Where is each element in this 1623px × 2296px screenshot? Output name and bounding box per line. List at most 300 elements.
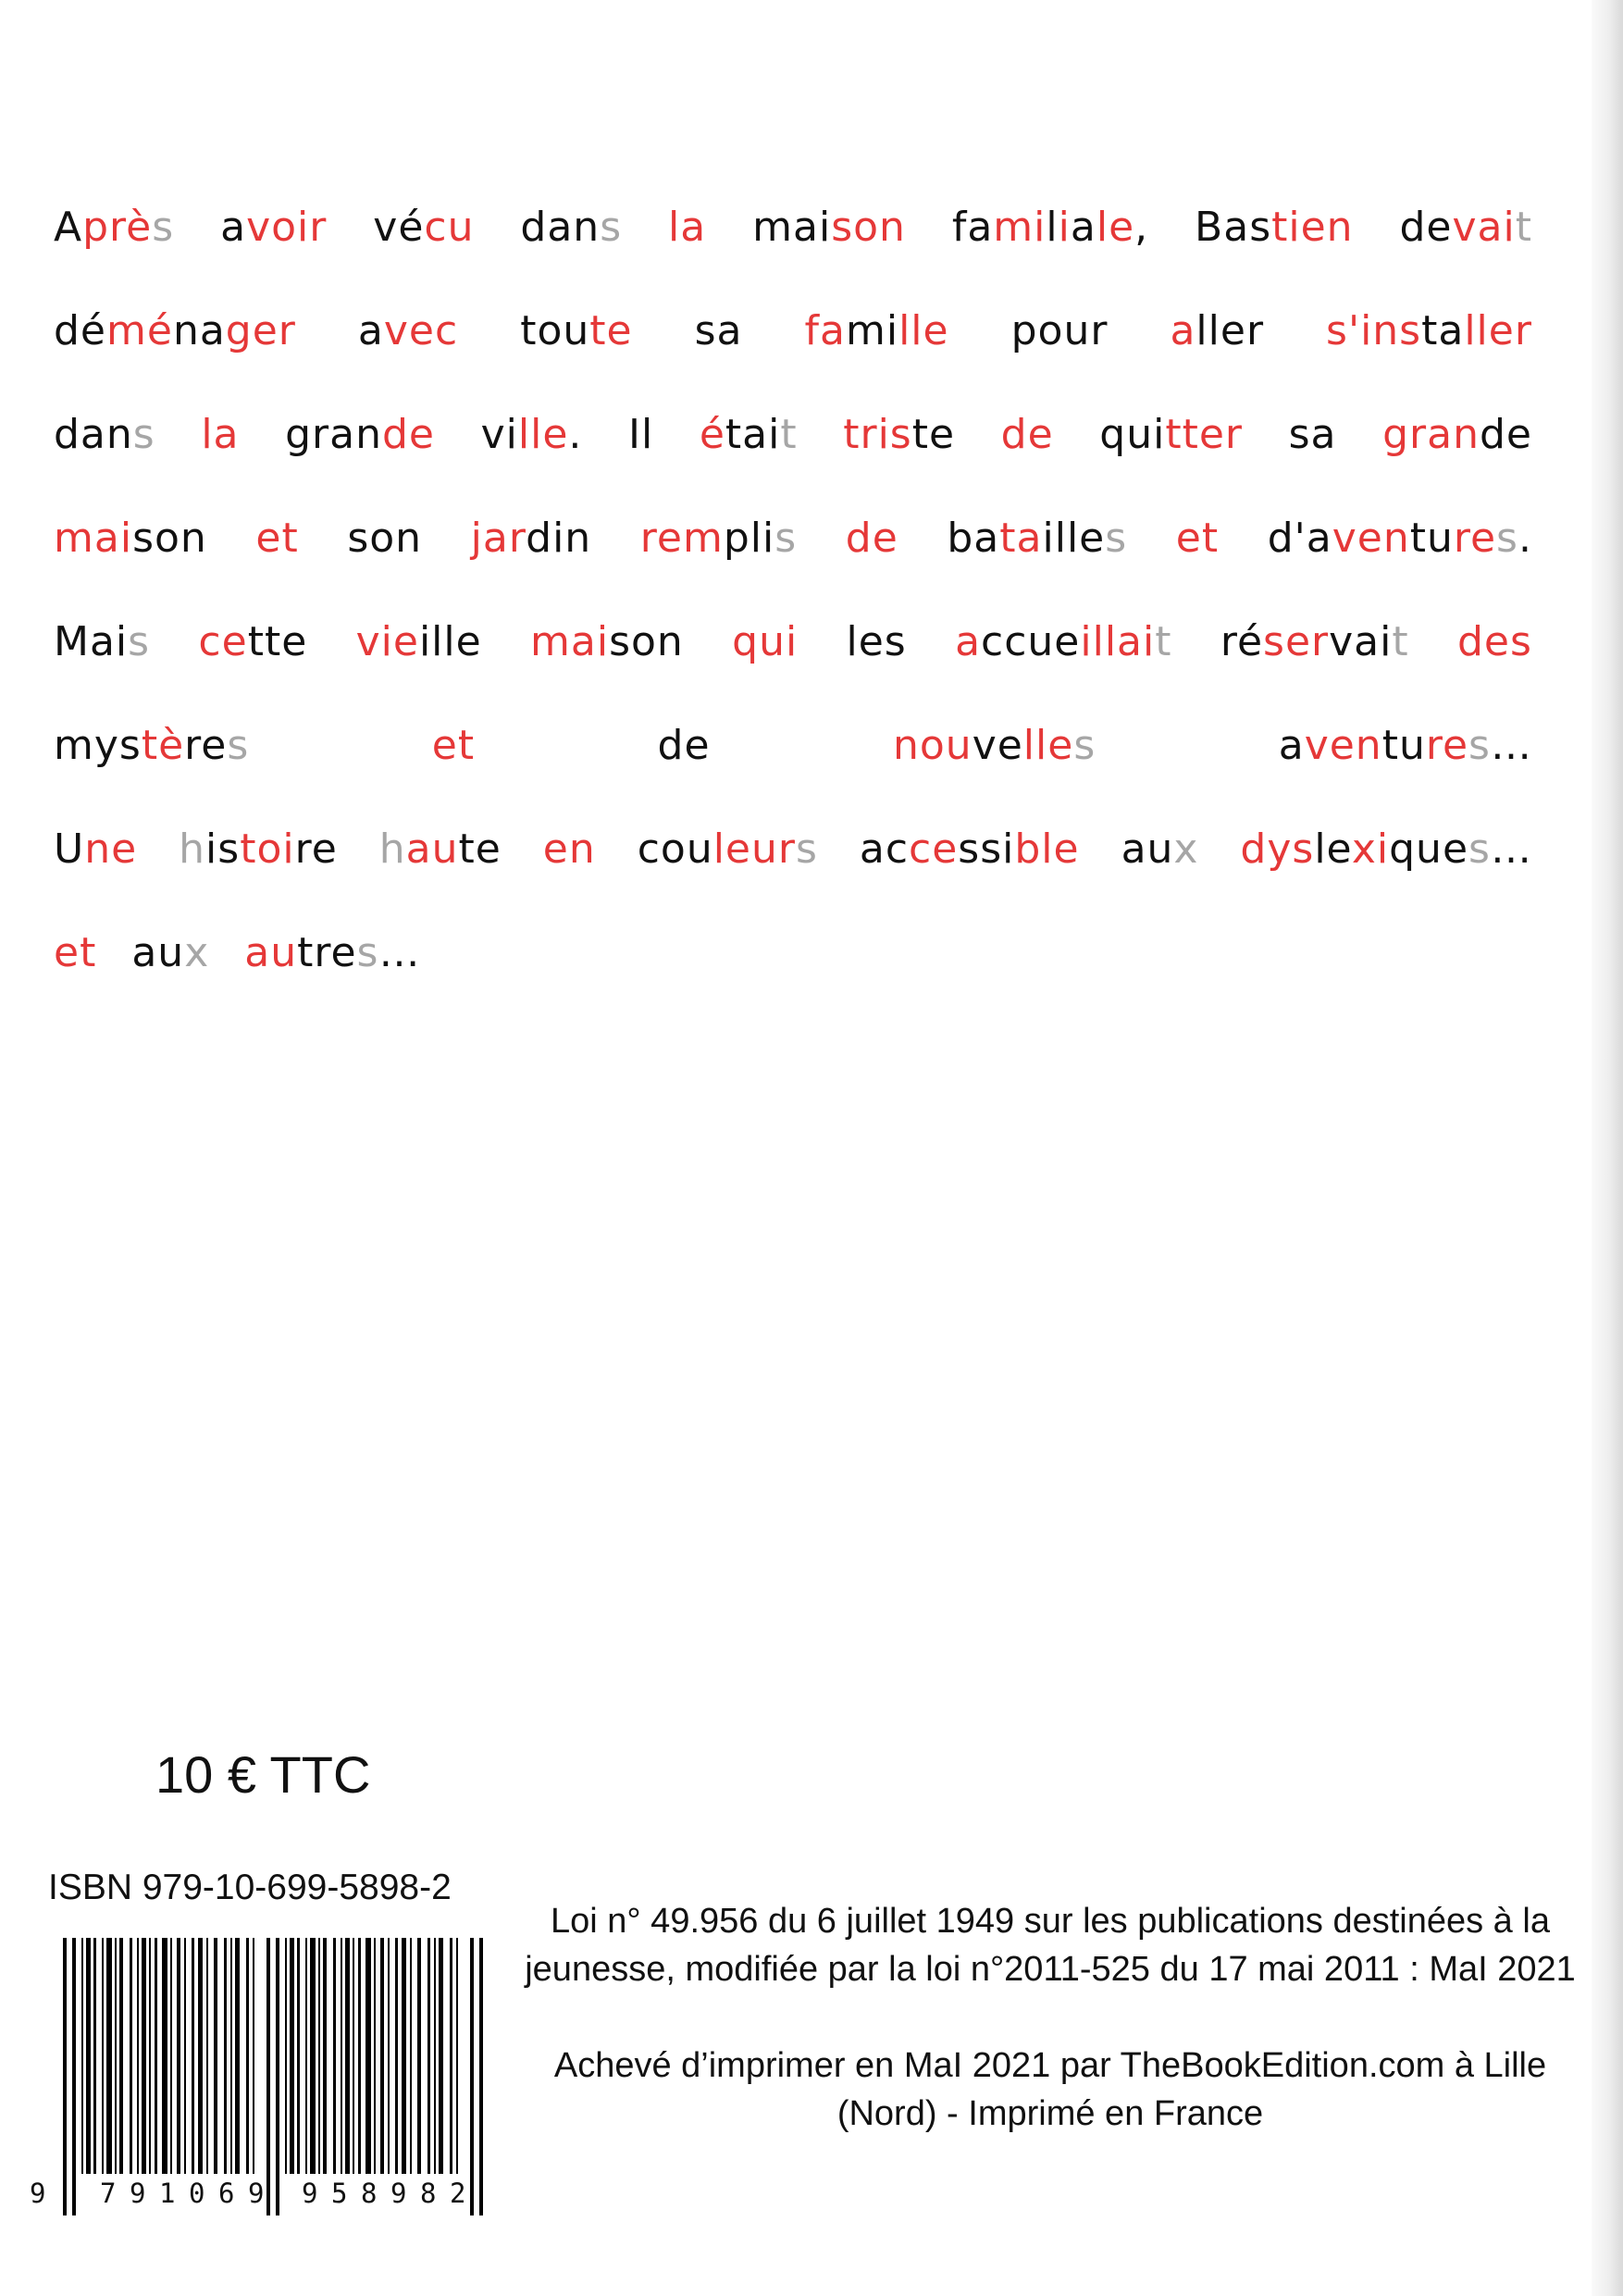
barcode-digit: 9 [130, 2178, 146, 2209]
blurb-word [1011, 279, 1109, 383]
blurb-word [520, 176, 622, 279]
syllable: a [1278, 722, 1305, 769]
syllable: fa [951, 204, 994, 251]
blurb-word [1220, 590, 1409, 694]
syllable: la [201, 411, 240, 458]
blurb-word [54, 590, 150, 694]
blurb-word [947, 487, 1127, 590]
blurb-word [805, 279, 949, 383]
syllable: tai [725, 411, 781, 458]
syllable: son [347, 515, 423, 562]
syllable: … [1490, 825, 1532, 873]
barcode-bar [285, 1938, 287, 2174]
barcode-bar [224, 1938, 227, 2174]
barcode-bar [341, 1938, 342, 2174]
barcode-digit: 9 [390, 2178, 407, 2209]
blurb-word [893, 694, 1096, 798]
syllable: dé [54, 307, 106, 354]
blurb-word [481, 383, 583, 487]
syllable: d'a [1267, 515, 1332, 562]
syllable: au [131, 929, 185, 976]
barcode-bar [119, 1938, 123, 2174]
syllable: au [244, 929, 298, 976]
syllable: et [255, 515, 299, 562]
blurb-word [520, 279, 632, 383]
blurb-word [471, 487, 592, 590]
barcode-bar [184, 1938, 186, 2174]
blurb-line [54, 279, 1532, 383]
syllable: vai [1329, 618, 1393, 665]
syllable: et [1175, 515, 1220, 562]
barcode-bar [198, 1938, 203, 2174]
syllable: de [845, 515, 898, 562]
syllable: son [609, 618, 684, 665]
page-right-gutter [1592, 0, 1623, 2296]
syllable: r [309, 204, 328, 251]
barcode-digit: 8 [420, 2178, 437, 2209]
barcode-bar [470, 1938, 474, 2215]
law-reference-text: Loi n° 49.956 du 6 juillet 1949 sur les publications destinées à la jeunesse, modifiée par la loi n°2011-525 du 17 mai 2011 : MaI 2021 [525, 1902, 1576, 1989]
syllable: h [378, 825, 406, 873]
blurb-word [54, 487, 207, 590]
syllable: gran [1382, 411, 1480, 458]
syllable: lle [1022, 722, 1074, 769]
syllable: mé [106, 307, 173, 354]
syllable: s [227, 722, 250, 769]
blurb-word [952, 176, 1148, 279]
barcode-digit: 6 [218, 2178, 235, 2209]
barcode-bar [177, 1938, 180, 2174]
barcode-bar [358, 1938, 361, 2174]
blurb-word [843, 383, 955, 487]
blurb-word [201, 383, 239, 487]
syllable: pour [1010, 307, 1109, 354]
syllable: ssi [958, 825, 1015, 873]
syllable: mys [54, 722, 142, 769]
barcode-bar [155, 1938, 157, 2174]
barcode-bar [115, 1938, 117, 2174]
blurb-word [846, 487, 898, 590]
syllable: en [542, 825, 596, 873]
blurb-word [1289, 383, 1337, 487]
barcode-bar [427, 1938, 430, 2174]
syllable: tè [141, 722, 185, 769]
syllable: e [1109, 204, 1135, 251]
syllable: l [1046, 204, 1059, 251]
blurb-line [54, 590, 1532, 694]
syllable: fa [804, 307, 846, 354]
blurb-line [54, 383, 1532, 487]
blurb-word [373, 176, 474, 279]
syllable: vie [355, 618, 419, 665]
syllable: ller [1196, 307, 1265, 354]
barcode-bar [63, 1938, 67, 2215]
blurb-word [54, 694, 249, 798]
barcode-bar [380, 1938, 384, 2174]
syllable: s [1496, 515, 1518, 562]
barcode-bar [456, 1938, 458, 2174]
syllable: qui [1099, 411, 1166, 458]
blurb-word [54, 798, 137, 901]
syllable: ble [1014, 825, 1080, 873]
barcode-bar [253, 1938, 254, 2174]
barcode-digit: 5 [331, 2178, 348, 2209]
blurb-word [752, 176, 906, 279]
syllable: s [1468, 722, 1491, 769]
syllable: tu [1409, 515, 1454, 562]
blurb-word [1279, 694, 1532, 798]
barcode-bar [439, 1938, 443, 2174]
syllable: sa [694, 307, 743, 354]
syllable: Il [628, 411, 654, 458]
syllable: mai [530, 618, 610, 665]
syllable: oi [271, 204, 310, 251]
blurb-word [1399, 176, 1532, 279]
barcode-digit: 8 [361, 2178, 378, 2209]
blurb-word [860, 798, 1080, 901]
syllable: s [132, 411, 155, 458]
syllable: t [1515, 204, 1532, 251]
syllable: ne [84, 825, 138, 873]
barcode-bar [214, 1938, 217, 2174]
syllable: din [526, 515, 592, 562]
syllable: tou [520, 307, 590, 354]
syllable: s'ins [1326, 307, 1422, 354]
syllable: rem [639, 515, 724, 562]
blurb-word [379, 798, 502, 901]
syllable: tter [1165, 411, 1243, 458]
blurb-word [640, 487, 797, 590]
blurb-word [356, 590, 482, 694]
blurb-line [54, 901, 1532, 1005]
syllable: ce [909, 825, 959, 873]
blurb-line [54, 798, 1532, 901]
syllable: ccue [981, 618, 1081, 665]
barcode-bar [206, 1938, 208, 2174]
blurb-word [54, 383, 155, 487]
barcode-digit: 9 [248, 2178, 265, 2209]
syllable: v [246, 204, 272, 251]
blurb-word [1121, 798, 1199, 901]
barcode-bar [137, 1938, 139, 2174]
syllable: ve [972, 722, 1023, 769]
syllable: s [1468, 825, 1491, 873]
syllable: ien [1288, 204, 1354, 251]
syllable: U [54, 825, 85, 873]
barcode-digit: 9 [30, 2178, 46, 2209]
barcode-bar [246, 1938, 249, 2174]
syllable: mai [752, 204, 832, 251]
blurb-word [131, 901, 209, 1005]
syllable: is [205, 825, 241, 873]
syllable: . [1518, 515, 1532, 562]
barcode-bar [149, 1938, 151, 2174]
barcode-bar [417, 1938, 421, 2174]
barcode-bar [333, 1938, 336, 2174]
blurb-line [54, 487, 1532, 590]
syllable: s [831, 204, 854, 251]
syllable: de [1399, 204, 1453, 251]
syllable: s [1105, 515, 1128, 562]
syllable: et [54, 929, 97, 976]
syllable: x [1173, 825, 1199, 873]
syllable: . [568, 411, 583, 458]
syllable: è [126, 204, 153, 251]
blurb-word [628, 383, 653, 487]
blurb-word [668, 176, 706, 279]
syllable: t [1271, 204, 1289, 251]
syllable: é [699, 411, 725, 458]
syllable: qui [732, 618, 799, 665]
syllable: vai [1452, 204, 1516, 251]
blurb-line [54, 176, 1532, 279]
blurb-word [54, 901, 96, 1005]
syllable: vi [480, 411, 518, 458]
barcode-bar [290, 1938, 294, 2174]
syllable: s [152, 204, 175, 251]
barcode-bar [318, 1938, 320, 2174]
isbn-barcode [24, 1938, 505, 2215]
blurb-word [695, 279, 743, 383]
syllable: mi [845, 307, 899, 354]
barcode-bar [345, 1938, 350, 2174]
syllable: de [657, 722, 711, 769]
syllable: te [589, 307, 633, 354]
syllable: c [424, 204, 448, 251]
barcode-bar [266, 1938, 270, 2215]
syllable: a [955, 618, 982, 665]
syllable: l [1096, 204, 1109, 251]
syllable: ac [859, 825, 910, 873]
barcode-bar [388, 1938, 390, 2174]
syllable: lle [517, 411, 569, 458]
blurb-word [54, 176, 174, 279]
syllable: ller [1464, 307, 1532, 354]
syllable: au [405, 825, 459, 873]
syllable: u [447, 204, 475, 251]
syllable: Bas [1195, 204, 1272, 251]
barcode-digit: 9 [302, 2178, 318, 2209]
barcode-bar [130, 1938, 132, 2174]
syllable: te [458, 825, 502, 873]
syllable: leur [712, 825, 796, 873]
blurb-word [432, 694, 475, 798]
syllable: vec [383, 307, 459, 354]
barcode-bar [72, 1938, 76, 2215]
syllable: dan [54, 411, 133, 458]
blurb-word [1382, 383, 1532, 487]
syllable: dys [1240, 825, 1315, 873]
back-cover-blurb [54, 176, 1532, 1005]
legal-notice [518, 1897, 1582, 2138]
blurb-word [220, 176, 327, 279]
blurb-word [255, 487, 298, 590]
syllable: v [373, 204, 399, 251]
syllable: re [1453, 515, 1497, 562]
syllable: ser [1263, 618, 1330, 665]
blurb-word [54, 279, 296, 383]
blurb-word [658, 694, 711, 798]
blurb-word [1268, 487, 1532, 590]
syllable: gran [285, 411, 382, 458]
barcode-digit: 0 [189, 2178, 205, 2209]
syllable: tre [297, 929, 357, 976]
barcode-bar [479, 1938, 483, 2215]
syllable: da [520, 204, 574, 251]
syllable: des [1456, 618, 1532, 665]
syllable: ba [947, 515, 1000, 562]
syllable: jar [470, 515, 527, 562]
syllable: nou [892, 722, 973, 769]
syllable: sa [1288, 411, 1337, 458]
barcode-bar [276, 1938, 279, 2215]
syllable: au [1121, 825, 1174, 873]
syllable: tte [247, 618, 308, 665]
barcode-bar [305, 1938, 307, 2174]
printer-colophon-text: Achevé d’imprimer en MaI 2021 par TheBookEdition.com à Lille (Nord) - Imprimé en France [553, 2046, 1547, 2133]
blurb-word [530, 590, 684, 694]
barcode-bar [142, 1938, 146, 2174]
blurb-word [198, 590, 307, 694]
syllable: a [357, 307, 384, 354]
blurb-word [700, 383, 798, 487]
blurb-word [1099, 383, 1243, 487]
blurb-word [1326, 279, 1532, 383]
barcode-bar [434, 1938, 436, 2174]
syllable: re [294, 825, 338, 873]
syllable: tu [1381, 722, 1426, 769]
syllable: re [1425, 722, 1469, 769]
syllable: lle [898, 307, 949, 354]
syllable: ce [198, 618, 248, 665]
barcode-bar [374, 1938, 376, 2174]
syllable: son [132, 515, 207, 562]
blurb-word [1001, 383, 1054, 487]
syllable: x [184, 929, 210, 976]
syllable: mi [993, 204, 1047, 251]
syllable: ta [999, 515, 1043, 562]
barcode-bar [102, 1938, 104, 2174]
syllable: s [128, 618, 151, 665]
barcode-bar [365, 1938, 371, 2174]
syllable: on [853, 204, 906, 251]
syllable: ven [1332, 515, 1410, 562]
syllable: s [356, 929, 379, 976]
syllable: ta [1421, 307, 1465, 354]
syllable: h [179, 825, 206, 873]
syllable: ger [225, 307, 296, 354]
blurb-word [244, 901, 420, 1005]
syllable: pr [82, 204, 127, 251]
syllable: ré [1220, 618, 1264, 665]
blurb-word [1457, 590, 1532, 694]
syllable: s [795, 825, 818, 873]
blurb-word [179, 798, 338, 901]
syllable: é [398, 204, 425, 251]
barcode-bar [402, 1938, 406, 2174]
syllable: ille [1042, 515, 1106, 562]
blurb-word [1240, 798, 1532, 901]
syllable: A [54, 204, 83, 251]
syllable: a [1170, 307, 1196, 354]
blurb-word [732, 590, 798, 694]
barcode-bar [230, 1938, 232, 2174]
blurb-word [347, 487, 422, 590]
syllable: de [382, 411, 435, 458]
isbn-label: ISBN 979-10-699-5898-2 [48, 1868, 452, 1907]
blurb-word [285, 383, 435, 487]
barcode-bar [310, 1938, 316, 2174]
blurb-word [1176, 487, 1219, 590]
syllable: t [780, 411, 798, 458]
price-label: 10 € TTC [155, 1745, 371, 1804]
syllable: tris [843, 411, 912, 458]
barcode-bar [106, 1938, 112, 2174]
syllable: t [1155, 618, 1172, 665]
blurb-word [638, 798, 818, 901]
syllable: les [846, 618, 907, 665]
barcode-bar [353, 1938, 354, 2174]
barcode-bar [450, 1938, 452, 2174]
barcode-bar [323, 1938, 327, 2174]
syllable: i [1058, 204, 1071, 251]
barcode-bar [410, 1938, 412, 2174]
barcode-digit: 7 [100, 2178, 117, 2209]
barcode-bar [81, 1938, 83, 2174]
syllable: la [668, 204, 707, 251]
blurb-word [358, 279, 458, 383]
syllable: le [1314, 825, 1352, 873]
syllable: ven [1304, 722, 1382, 769]
barcode-digit: 2 [450, 2178, 466, 2209]
syllable: cou [637, 825, 713, 873]
barcode-bar [86, 1938, 91, 2174]
blurb-word [543, 798, 596, 901]
barcode-bar [192, 1938, 194, 2174]
syllable: a [220, 204, 247, 251]
syllable: et [431, 722, 476, 769]
barcode-bar [395, 1938, 398, 2174]
syllable: que [1389, 825, 1469, 873]
syllable: te [911, 411, 956, 458]
blurb-word [1195, 176, 1354, 279]
syllable: xi [1351, 825, 1390, 873]
syllable: a [1070, 204, 1096, 251]
syllable: s [600, 204, 623, 251]
syllable: s [774, 515, 798, 562]
syllable: na [172, 307, 226, 354]
syllable: re [184, 722, 228, 769]
blurb-line [54, 694, 1532, 798]
syllable: de [1000, 411, 1054, 458]
barcode-bar [297, 1938, 300, 2174]
syllable: … [378, 929, 421, 976]
barcode-digit: 1 [159, 2178, 176, 2209]
syllable: s [1073, 722, 1096, 769]
blurb-word [955, 590, 1171, 694]
syllable: Mai [54, 618, 129, 665]
barcode-bar [235, 1938, 240, 2174]
blurb-word [1170, 279, 1264, 383]
syllable: illai [1080, 618, 1156, 665]
barcode-bar [162, 1938, 167, 2174]
syllable: toi [240, 825, 295, 873]
syllable: mai [54, 515, 133, 562]
syllable: t [1392, 618, 1409, 665]
syllable: de [1479, 411, 1532, 458]
syllable: n [573, 204, 601, 251]
barcode-bar [170, 1938, 172, 2174]
